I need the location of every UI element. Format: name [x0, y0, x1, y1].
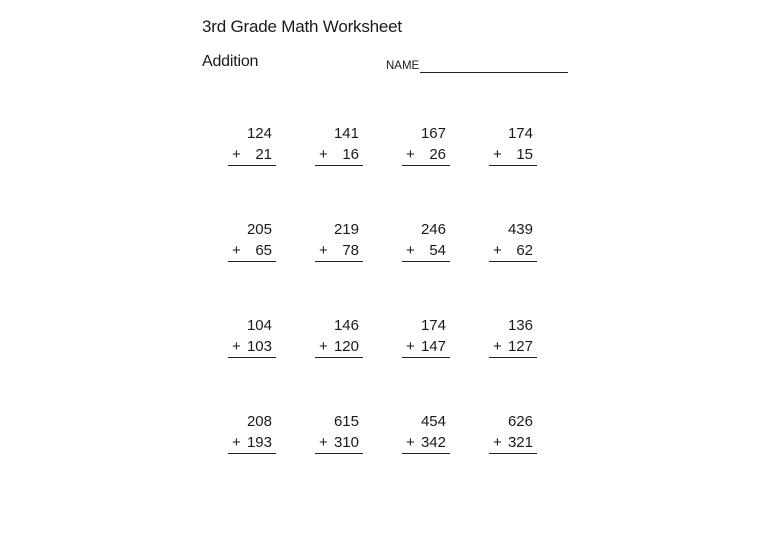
addition-problem — [315, 219, 363, 260]
plus-operator: + — [232, 338, 241, 355]
top-number: 124 — [246, 125, 272, 142]
bottom-row — [315, 336, 363, 358]
bottom-row — [228, 144, 276, 166]
bottom-number: 321 — [507, 434, 533, 451]
plus-operator: + — [493, 434, 502, 451]
bottom-row — [315, 432, 363, 454]
bottom-row — [228, 336, 276, 358]
addition-problem — [489, 219, 537, 260]
plus-operator: + — [232, 146, 241, 163]
addition-problem — [489, 315, 537, 356]
name-label: NAME — [386, 60, 420, 72]
plus-operator: + — [319, 242, 328, 259]
bottom-number: 147 — [420, 338, 446, 355]
plus-operator: + — [406, 242, 415, 259]
bottom-row — [315, 144, 363, 166]
worksheet-subtitle: Addition — [202, 53, 259, 70]
bottom-row — [489, 240, 537, 262]
bottom-number: 21 — [255, 146, 272, 163]
top-number: 219 — [333, 221, 359, 238]
bottom-number: 15 — [516, 146, 533, 163]
bottom-row — [489, 144, 537, 166]
name-field — [386, 58, 568, 73]
bottom-number: 16 — [342, 146, 359, 163]
plus-operator: + — [406, 338, 415, 355]
problem-grid — [228, 123, 537, 452]
top-number: 174 — [420, 317, 446, 334]
top-number: 439 — [507, 221, 533, 238]
addition-problem — [228, 315, 276, 356]
plus-operator: + — [232, 242, 241, 259]
bottom-number: 65 — [255, 242, 272, 259]
bottom-row — [489, 432, 537, 454]
top-number: 454 — [420, 413, 446, 430]
plus-operator: + — [232, 434, 241, 451]
top-number: 626 — [507, 413, 533, 430]
addition-problem — [402, 123, 450, 164]
bottom-row — [402, 144, 450, 166]
bottom-number: 193 — [246, 434, 272, 451]
bottom-row — [402, 240, 450, 262]
bottom-number: 120 — [333, 338, 359, 355]
plus-operator: + — [493, 242, 502, 259]
addition-problem — [315, 411, 363, 452]
addition-problem — [315, 123, 363, 164]
plus-operator: + — [493, 338, 502, 355]
top-number: 104 — [246, 317, 272, 334]
top-number: 246 — [420, 221, 446, 238]
plus-operator: + — [406, 434, 415, 451]
top-number: 174 — [507, 125, 533, 142]
bottom-row — [489, 336, 537, 358]
plus-operator: + — [406, 146, 415, 163]
name-blank-line — [420, 58, 568, 73]
bottom-number: 78 — [342, 242, 359, 259]
top-number: 205 — [246, 221, 272, 238]
addition-problem — [228, 411, 276, 452]
addition-problem — [489, 411, 537, 452]
plus-operator: + — [319, 434, 328, 451]
top-number: 208 — [246, 413, 272, 430]
plus-operator: + — [493, 146, 502, 163]
addition-problem — [402, 411, 450, 452]
addition-problem — [402, 219, 450, 260]
addition-problem — [402, 315, 450, 356]
bottom-number: 342 — [420, 434, 446, 451]
addition-problem — [228, 123, 276, 164]
bottom-row — [228, 432, 276, 454]
bottom-number: 62 — [516, 242, 533, 259]
bottom-row — [315, 240, 363, 262]
bottom-row — [402, 336, 450, 358]
addition-problem — [315, 315, 363, 356]
bottom-number: 54 — [429, 242, 446, 259]
top-number: 136 — [507, 317, 533, 334]
bottom-row — [228, 240, 276, 262]
worksheet-title: 3rd Grade Math Worksheet — [202, 17, 402, 36]
top-number: 615 — [333, 413, 359, 430]
bottom-number: 310 — [333, 434, 359, 451]
addition-problem — [489, 123, 537, 164]
plus-operator: + — [319, 338, 328, 355]
plus-operator: + — [319, 146, 328, 163]
bottom-number: 103 — [246, 338, 272, 355]
bottom-number: 127 — [507, 338, 533, 355]
top-number: 167 — [420, 125, 446, 142]
top-number: 146 — [333, 317, 359, 334]
top-number: 141 — [333, 125, 359, 142]
bottom-number: 26 — [429, 146, 446, 163]
addition-problem — [228, 219, 276, 260]
bottom-row — [402, 432, 450, 454]
